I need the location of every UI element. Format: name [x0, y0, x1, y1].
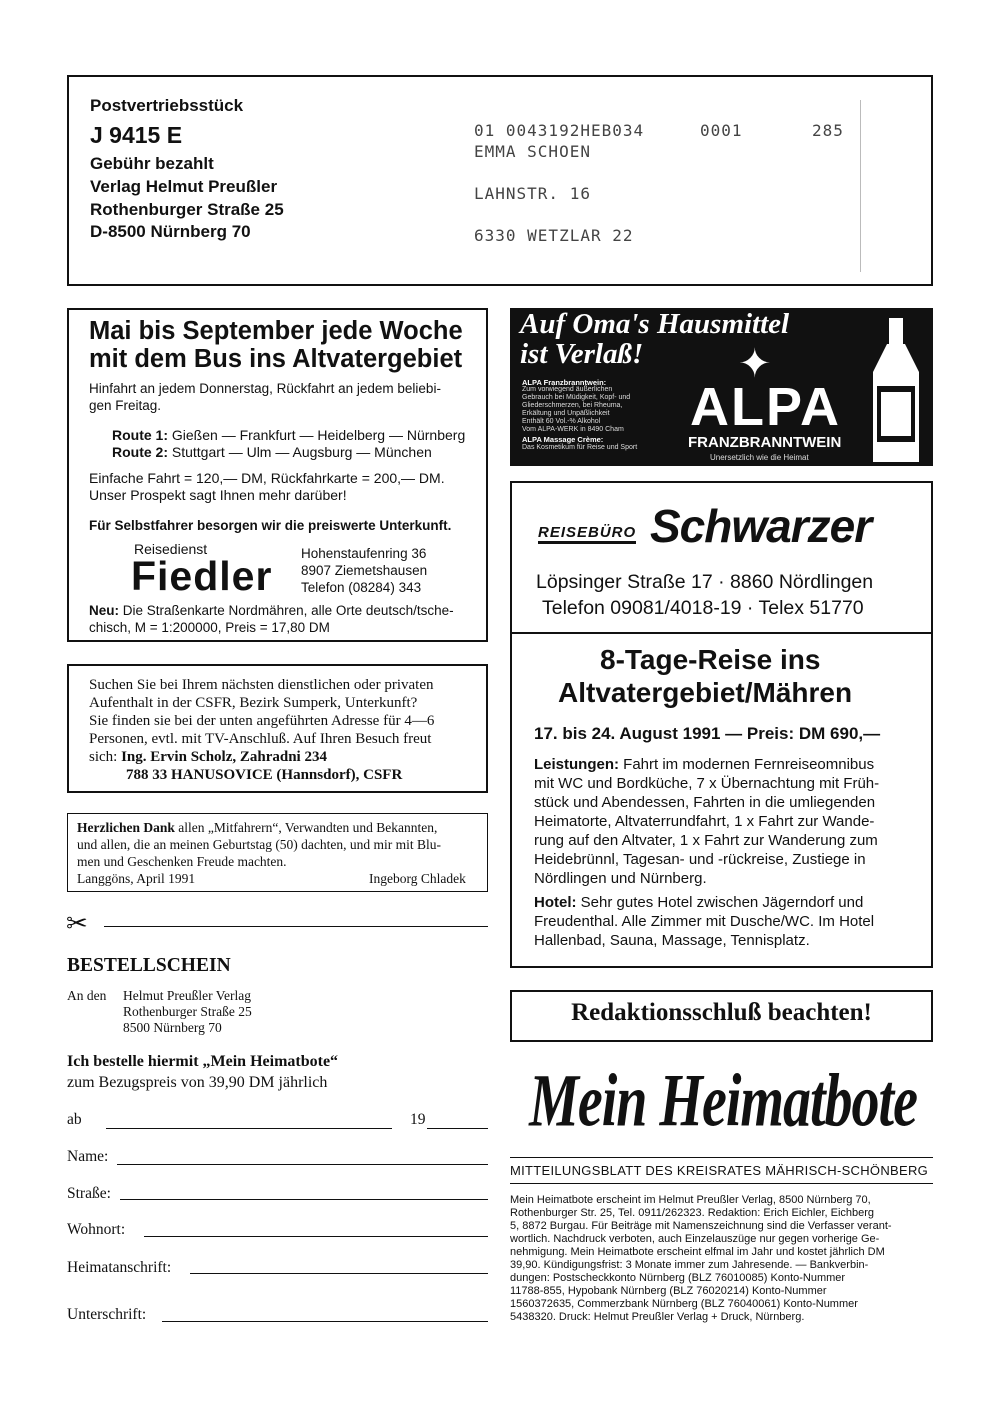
order-to: An den [67, 988, 107, 1003]
scholz-line-1: Suchen Sie bei Ihrem nächsten dienstlichen oder privaten [89, 677, 434, 693]
alpa-brand-sub: FRANZBRANNTWEIN [688, 434, 842, 451]
new-text-1: Die Straßenkarte Nordmähren, alle Orte deutsch/tsche- [122, 603, 454, 618]
bus-price: Einfache Fahrt = 120,— DM, Rückfahrkarte = 200,— DM. [89, 470, 445, 486]
trip-title-1: 8-Tage-Reise ins [600, 644, 821, 675]
alpa-headline-2: ist Verlaß! [520, 338, 644, 370]
contact-phone: Telefon (08284) 343 [301, 580, 422, 595]
imprint-line-1: Mein Heimatbote erscheint im Helmut Preußler Verlag, 8500 Nürnberg 70, [510, 1194, 871, 1206]
alpa-slogan: Unersetzlich wie die Heimat [710, 453, 809, 462]
route-1 [112, 427, 465, 443]
hotel-line-3: Hallenbad, Sauna, Massage, Tennisplatz. [534, 932, 810, 949]
route-2-label: Route 2: [112, 444, 168, 460]
alpa-product-title: ALPA Franzbranntwein: [522, 378, 607, 387]
new-map-2: chisch, M = 1:200000, Preis = 17,80 DM [89, 620, 330, 635]
recipient-name: EMMA SCHOEN [474, 142, 591, 161]
route-2-text: Stuttgart — Ulm — Augsburg — München [171, 444, 432, 460]
recipient-city: 6330 WETZLAR 22 [474, 226, 634, 245]
fee-paid: Gebühr bezahlt [90, 154, 214, 173]
name-field[interactable] [117, 1164, 488, 1165]
signature-field[interactable] [162, 1321, 488, 1322]
order-addr-1: Helmut Preußler Verlag [123, 988, 251, 1003]
alpa-product-line-2: Gebrauch bei Müdigkeit, Kopf- und [522, 394, 631, 401]
thanks-line-2: und allen, die an meinen Geburtstag (50) dachten, und mir mit Blu- [77, 837, 442, 852]
cut-line [104, 926, 488, 927]
order-title: BESTELLSCHEIN [67, 955, 231, 976]
scholz-line-4: Personen, evtl. mit TV-Anschluß. Auf Ihren Besuch freut [89, 731, 432, 747]
route-1-text: Gießen — Frankfurt — Heidelberg — Nürnberg [171, 427, 466, 443]
residence-label: Wohnort: [67, 1221, 126, 1238]
alpa-ad [510, 308, 933, 466]
hotel-label: Hotel: [534, 894, 577, 911]
order-addr-2: Rothenburger Straße 25 [123, 1004, 252, 1019]
street-label: Straße: [67, 1185, 111, 1202]
recipient-id: 01 0043192HEB034 [474, 121, 645, 140]
thanks-line-1 [77, 820, 437, 836]
alpa-product-line-1: Zum vorwiegend äußerlichen [522, 386, 613, 393]
masthead-rule [510, 1157, 933, 1158]
thanks-line-3: men und Geschenken Freude machten. [77, 854, 287, 869]
order-price: zum Bezugspreis von 39,90 DM jährlich [67, 1074, 328, 1091]
publisher-name: Verlag Helmut Preußler [90, 177, 278, 196]
services-line-1 [534, 756, 874, 773]
imprint-line-8: 11788-855, Hypobank Nürnberg (BLZ 76020214) Konto-Nummer [510, 1285, 827, 1297]
alpa-brand: ALPA [690, 377, 841, 437]
ab-label: ab [67, 1111, 82, 1128]
home-address-label: Heimatanschrift: [67, 1259, 172, 1276]
scholz-name: Ing. Ervin Scholz, Zahradni 234 [121, 749, 327, 765]
alpa-product-line-5: Enthält 60 Vol.-% Alkohol [522, 418, 601, 425]
imprint-line-9: 1560372635, Commerzbank Nürnberg (BLZ 76040061) Konto-Nummer [510, 1298, 858, 1310]
alpa-product-line-6: Vom ALPA-WERK in 8490 Cham [522, 426, 624, 433]
home-address-field[interactable] [190, 1273, 488, 1274]
bus-intro-1: Hinfahrt an jedem Donnerstag, Rückfahrt an jedem beliebi- [89, 381, 441, 396]
signature-label: Unterschrift: [67, 1306, 147, 1323]
imprint-line-2: Rothenburger Str. 25, Tel. 0911/262323. Redaktion: Erich Eichler, Eichberg [510, 1207, 875, 1219]
imprint-line-3: 5, 8872 Burgau. Für Beiträge mit Namenszeichnung sind die Verfasser verant- [510, 1220, 892, 1232]
new-label: Neu: [89, 603, 119, 618]
bottle-icon [865, 316, 929, 464]
masthead-subtitle: MITTEILUNGSBLATT DES KREISRATES MÄHRISCH-SCHÖNBERG [510, 1163, 929, 1178]
order-line: Ich bestelle hiermit „Mein Heimatbote“ [67, 1053, 339, 1070]
scholz-address: 788 33 HANUSOVICE (Hannsdorf), CSFR [126, 767, 403, 783]
services-text-1: Fahrt im modernen Fernreiseomnibus [623, 756, 875, 773]
services-line-5: rung auf den Altvater, 1 x Fahrt zur Wanderung zum [534, 832, 878, 849]
alpa-massage-title: ALPA Massage Crème: [522, 435, 604, 444]
schwarzer-name: Schwarzer [650, 500, 872, 552]
route-1-label: Route 1: [112, 427, 168, 443]
contact-city: 8907 Ziemetshausen [301, 563, 428, 578]
thanks-bold: Herzlichen Dank [77, 820, 175, 835]
bus-prospect: Unser Prospekt sagt Ihnen mehr darüber! [89, 487, 347, 503]
schwarzer-phone: Telefon 09081/4018-19 · Telex 51770 [542, 597, 864, 619]
imprint-line-6: 39,90. Kündigungsfrist: 3 Monate immer zum Jahresende. — Bankverbin- [510, 1259, 869, 1271]
scholz-line-2: Aufenthalt in der CSFR, Bezirk Sumperk, Unterkunft? [89, 695, 418, 711]
hotel-text-1: Sehr gutes Hotel zwischen Jägerndorf und [580, 894, 864, 911]
masthead-rule-2 [510, 1183, 933, 1184]
recipient-num: 285 [812, 121, 844, 140]
hotel-line-1 [534, 894, 863, 911]
postal-code: J 9415 E [90, 122, 183, 148]
imprint-line-10: 5438320. Druck: Helmut Preußler Verlag + Druck, Nürnberg. [510, 1311, 805, 1323]
services-line-2: mit WC und Bordküche, 7 x Übernachtung mit Früh- [534, 775, 880, 792]
bus-title-1: Mai bis September jede Woche [89, 317, 463, 345]
schwarzer-divider [512, 632, 931, 634]
order-addr-3: 8500 Nürnberg 70 [123, 1020, 222, 1035]
scissors-icon: ✂ [66, 908, 88, 938]
year-field[interactable] [427, 1128, 488, 1129]
imprint-line-7: dungen: Postscheckkonto Nürnberg (BLZ 76010085) Konto-Nummer [510, 1272, 846, 1284]
recipient-street: LAHNSTR. 16 [474, 184, 591, 203]
alpa-product-line-3: Gliederschmerzen, bei Rheuma, [522, 402, 623, 409]
schwarzer-prefix: REISEBÜRO [538, 524, 636, 544]
imprint-line-5: nehmigung. Mein Heimatbote erscheint elfmal im Jahr und kostet jährlich DM [510, 1246, 885, 1258]
masthead-title: Mein Heimatbote [529, 1059, 917, 1144]
hotel-line-2: Freudenthal. Alle Zimmer mit Dusche/WC. Im Hotel [534, 913, 875, 930]
services-line-4: Heimatorte, Altvaterrundfahrt, 1 x Fahrt zur Wande- [534, 813, 875, 830]
alpa-headline-1: Auf Oma's Hausmittel [520, 308, 790, 340]
alpa-product-line-4: Erkältung und Unpäßlichkeit [522, 410, 610, 417]
bus-intro-2: gen Freitag. [89, 398, 162, 413]
publisher-street: Rothenburger Straße 25 [90, 200, 284, 219]
postal-label: Postvertriebsstück [90, 96, 244, 115]
ab-field[interactable] [106, 1128, 392, 1129]
route-2 [112, 444, 432, 460]
scholz-line-3: Sie finden sie bei der unten angeführten Adresse für 4—6 [89, 713, 435, 729]
selfdriver-note: Für Selbstfahrer besorgen wir die preiswerte Unterkunft. [89, 518, 452, 533]
trip-dates: 17. bis 24. August 1991 — Preis: DM 690,— [534, 724, 881, 743]
services-line-6: Heidebrünnl, Tagesan- und -rückreise, Zustiege in [534, 851, 866, 868]
publisher-city: D-8500 Nürnberg 70 [90, 222, 251, 241]
residence-field[interactable] [144, 1236, 488, 1237]
scholz-sich: sich: [89, 749, 118, 765]
services-line-7: Nördlingen und Nürnberg. [534, 870, 707, 887]
schwarzer-address: Löpsinger Straße 17 · 8860 Nördlingen [536, 571, 874, 593]
thanks-place: Langgöns, April 1991 [77, 871, 196, 886]
new-map-1 [89, 603, 454, 618]
scholz-line-5 [89, 749, 327, 766]
company-name: Fiedler [131, 553, 273, 599]
bus-title-2: mit dem Bus ins Altvatergebiet [89, 345, 463, 373]
street-field[interactable] [120, 1199, 488, 1200]
recipient-seq: 0001 [700, 121, 743, 140]
year-label: 19 [410, 1111, 426, 1128]
deadline-text: Redaktionsschluß beachten! [571, 999, 872, 1026]
thanks-text-1: allen „Mitfahrern“, Verwandten und Bekannten, [178, 820, 438, 835]
trip-title-2: Altvatergebiet/Mähren [558, 677, 853, 708]
thanks-signature: Ingeborg Chladek [369, 871, 466, 886]
name-label: Name: [67, 1148, 109, 1165]
contact-street: Hohenstaufenring 36 [301, 546, 427, 561]
label-edge [860, 100, 861, 272]
alpa-massage-line: Das Kosmetikum für Reise und Sport [522, 444, 638, 451]
services-label: Leistungen: [534, 756, 619, 773]
service-label: Reisedienst [134, 541, 208, 557]
services-line-3: stück und Abendessen, Fahrten in die umliegenden [534, 794, 876, 811]
imprint-line-4: wortlich. Nachdruck verboten, auch Einzelauszüge nur gegen vorherige Ge- [510, 1233, 880, 1245]
alpa-diamond-icon: ✦ [738, 342, 772, 386]
